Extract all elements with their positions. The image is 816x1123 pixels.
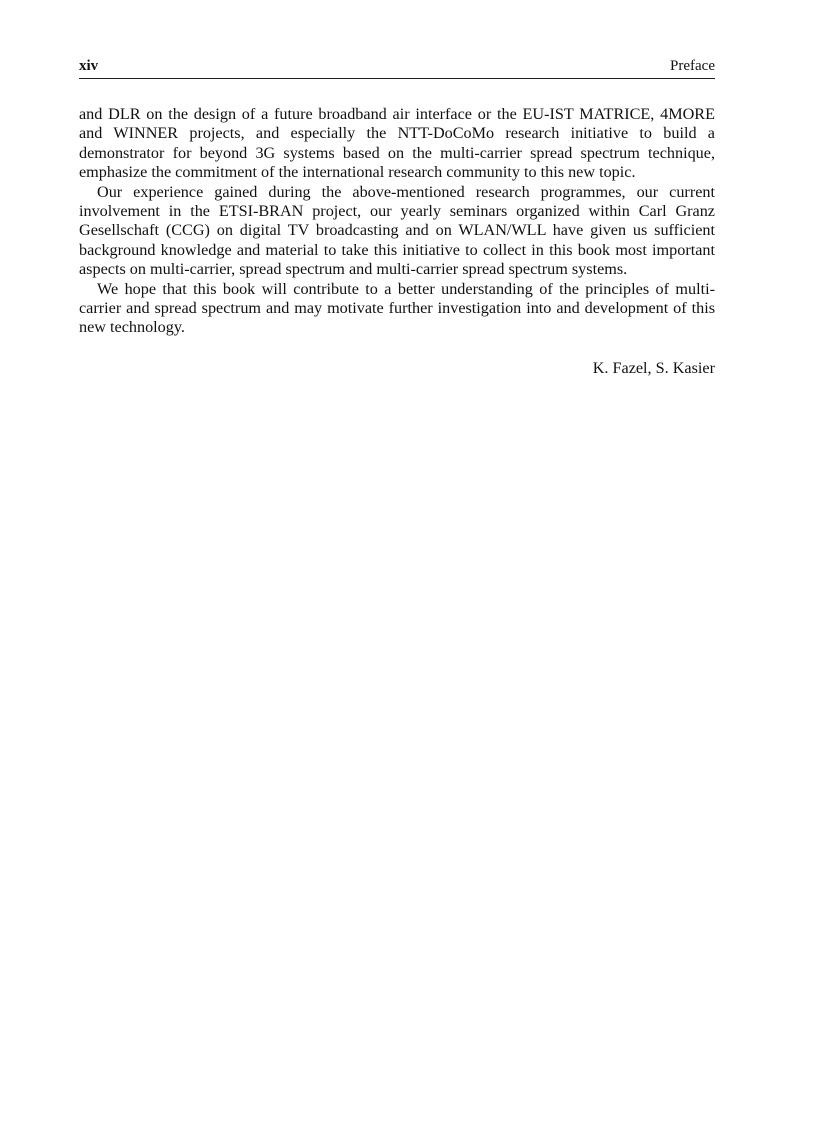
page-number: xiv: [79, 58, 99, 74]
section-title: Preface: [670, 58, 715, 74]
author-signature: K. Fazel, S. Kasier: [592, 358, 715, 377]
preface-body: [79, 105, 715, 338]
document-page: [79, 56, 715, 378]
paragraph-experience: Our experience gained during the above-mentioned research programmes, our current involvement in the ETSI-BRAN project, our yearly seminars organized within Carl Granz Gesellschaft (CCG) on digital TV broadcasting and on WLAN/WLL have given us sufficient background knowledge and material to take this initiative to collect in this book most important aspects on multi-carrier, spread spectrum and multi-carrier spread spectrum systems.: [79, 182, 715, 279]
paragraph-continuation: and DLR on the design of a future broadband air interface or the EU-IST MATRICE, 4MORE and WINNER projects, and especially the NTT-DoCoMo research initiative to build a demonstrator for beyond 3G systems based on the multi-carrier spread spectrum technique, emphasize the commitment of the international research community to this new topic.: [79, 105, 715, 182]
running-header: [79, 56, 715, 79]
paragraph-hope: We hope that this book will contribute to a better understanding of the principles of multi-carrier and spread spectrum and may motivate further investigation into and development of this new technology.: [79, 279, 715, 337]
